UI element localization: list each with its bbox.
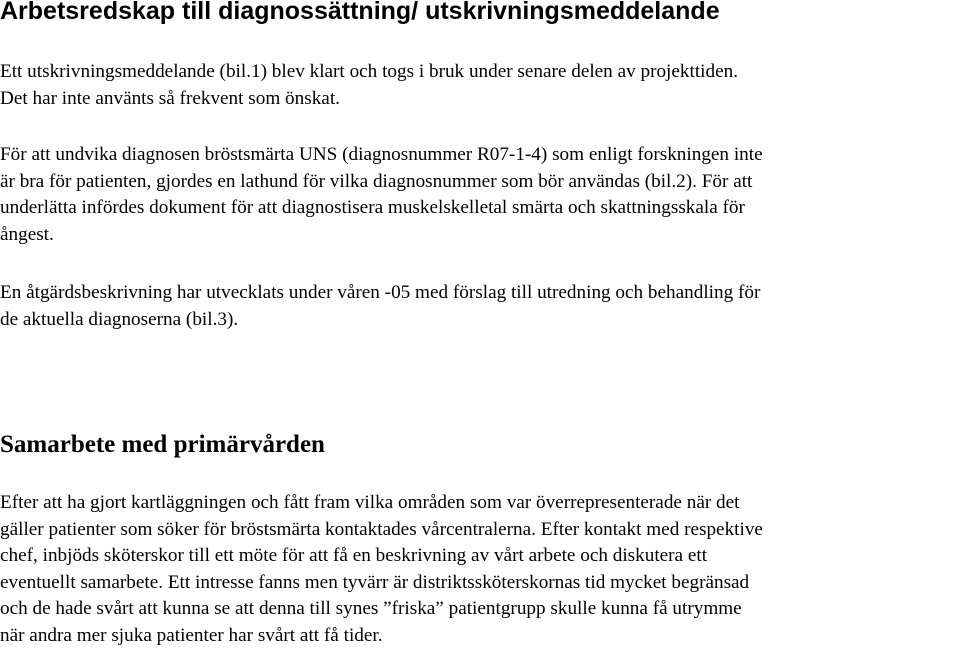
paragraph-atgardsbeskrivning [0,280,958,333]
text-line: För att undvika diagnosen bröstsmärta UNS (diagnosnummer R07-1-4) som enligt forskningen inte [0,144,763,165]
text-line: Efter att ha gjort kartläggningen och fått fram vilka områden som var överrepresenterade när det [0,492,740,513]
text-line: är bra för patienten, gjordes en lathund för vilka diagnosnummer som bör användas (bil.2). För att [0,170,753,192]
section-heading-arbetsredskap: Arbetsredskap till diagnossättning/ utskrivningsmeddelande [0,0,720,25]
text-line: ångest. [0,223,54,245]
paragraph-diagnos-brostsmarta [0,142,958,248]
text-line: Det har inte använts så frekvent som önskat. [0,87,340,109]
text-line: gäller patienter som söker för bröstsmärta kontaktades vårcentralerna. Efter kontakt med respektive [0,518,763,540]
text-line: eventuellt samarbete. Ett intresse fanns men tyvärr är distriktssköterskornas tid mycket begränsad [0,571,750,593]
text-line: när andra mer sjuka patienter har svårt att få tider. [0,624,383,646]
text-line: En åtgärdsbeskrivning har utvecklats under våren -05 med förslag till utredning och behandling för [0,282,761,303]
paragraph-samarbete-primarvarden [0,490,958,649]
section-heading-samarbete: Samarbete med primärvården [0,431,325,458]
paragraph-utskrivningsmeddelande [0,59,958,112]
text-line: Ett utskrivningsmeddelande (bil.1) blev klart och togs i bruk under senare delen av projekttiden. [0,61,738,82]
text-line: chef, inbjöds sköterskor till ett möte för att få en beskrivning av vårt arbete och diskutera ett [0,545,708,566]
text-line: och de hade svårt att kunna se att denna till synes ”friska” patientgrupp skulle kunna få utrymme [0,598,742,619]
text-line: de aktuella diagnoserna (bil.3). [0,308,239,330]
text-line: underlätta infördes dokument för att diagnostisera muskelskelletal smärta och skattningsskala för [0,197,745,218]
